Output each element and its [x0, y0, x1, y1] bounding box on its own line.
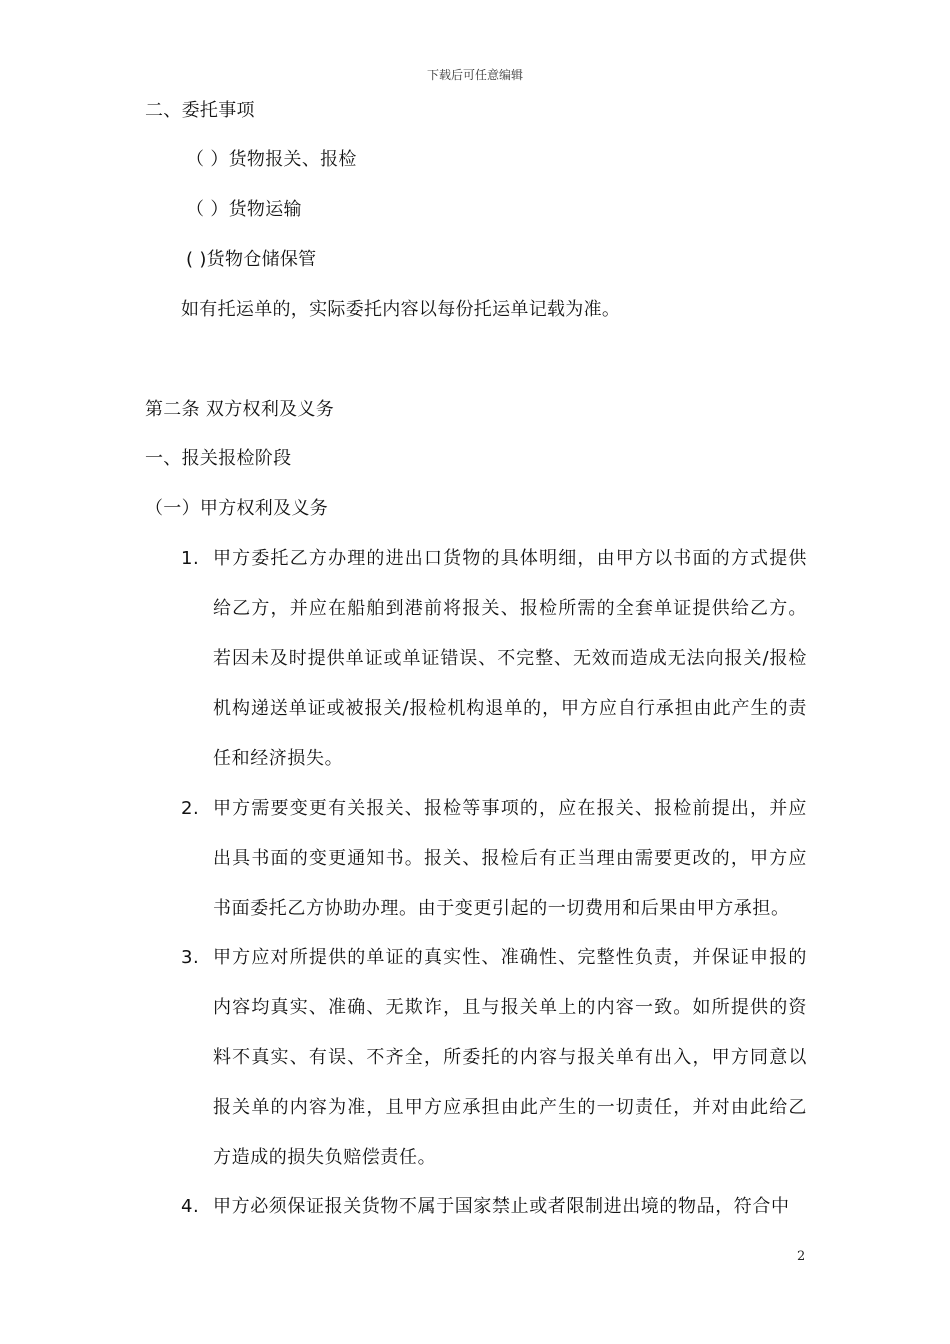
- checkbox-option-customs-inspection: （ ）货物报关、报检: [186, 149, 357, 170]
- list-item-text: 甲方需要变更有关报关、报检等事项的，应在报关、报检前提出，并应出具书面的变更通知书。报关、报检后有正当理由需要更改的，甲方应书面委托乙方协助办理。由于变更引起的一切费用和后果由甲方承担。: [213, 798, 807, 919]
- list-item: [181, 933, 807, 1183]
- checkbox-option-transport: （ ）货物运输: [186, 199, 302, 220]
- list-item: [181, 534, 807, 784]
- note-paragraph: 如有托运单的，实际委托内容以每份托运单记载为准。: [181, 299, 621, 320]
- list-item-text: 甲方必须保证报关货物不属于国家禁止或者限制进出境的物品，符合中: [213, 1196, 790, 1217]
- page-number: 2: [797, 1249, 806, 1264]
- list-item: [181, 784, 807, 934]
- list-item-text: 甲方应对所提供的单证的真实性、准确性、完整性负责，并保证申报的内容均真实、准确、无欺诈，且与报关单上的内容一致。如所提供的资料不真实、有误、不齐全，所委托的内容与报关单有出入，甲方同意以报关单的内容为准，且甲方应承担由此产生的一切责任，并对由此给乙方造成的损失负赔偿责任。: [213, 947, 807, 1168]
- list-item-number: 2.: [181, 798, 200, 819]
- list-item-text: 甲方委托乙方办理的进出口货物的具体明细，由甲方以书面的方式提供给乙方，并应在船舶到港前将报关、报检所需的全套单证提供给乙方。若因未及时提供单证或单证错误、不完整、无效而造成无法向报关/报检机构递送单证或被报关/报检机构退单的，甲方应自行承担由此产生的责任和经济损失。: [213, 548, 807, 769]
- article-heading: 第二条 双方权利及义务: [145, 399, 335, 420]
- section-heading-customs-stage: 一、报关报检阶段: [145, 448, 292, 469]
- section-heading-entrusted-matters: 二、委托事项: [145, 100, 255, 121]
- checkbox-option-warehousing: ( )货物仓储保管: [186, 249, 317, 270]
- list-item: [181, 1182, 807, 1232]
- subsection-heading-party-a: （一）甲方权利及义务: [145, 498, 328, 519]
- list-item-number: 3.: [181, 947, 200, 968]
- list-item-number: 4.: [181, 1196, 200, 1217]
- list-item-number: 1.: [181, 548, 200, 569]
- page-header: 下载后可任意编辑: [426, 68, 523, 82]
